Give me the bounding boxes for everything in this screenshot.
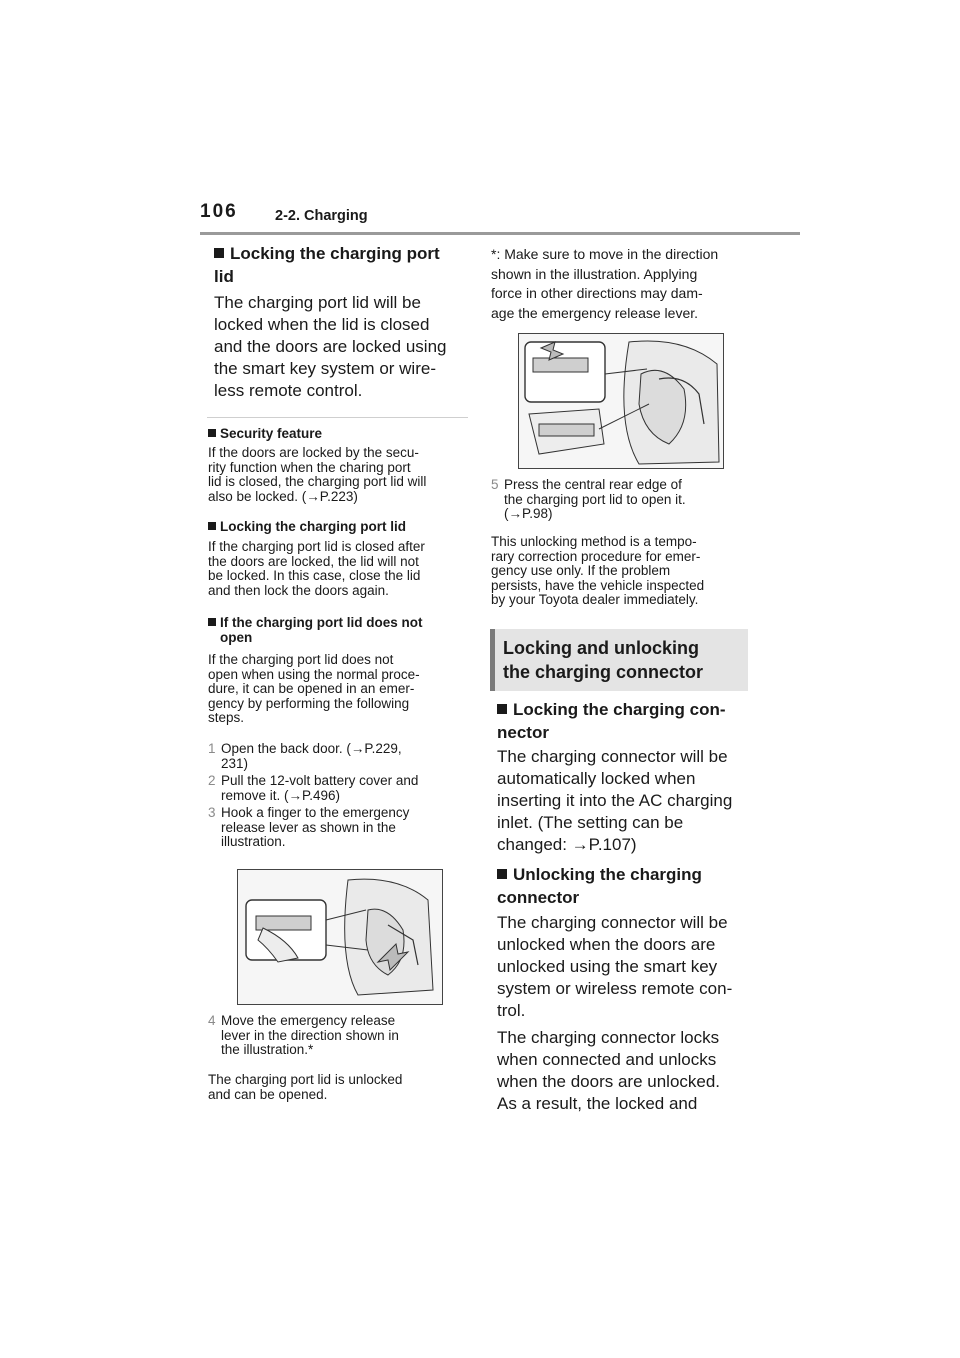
intro-paragraph: The charging port lid will be locked when the lid is closed and the doors are locked using the smart key system or wire- less remote control. xyxy=(214,293,447,400)
footnote: *: Make sure to move in the direction shown in the illustration. Applying force in other directions may dam- age the emergency release lever. xyxy=(491,246,719,321)
illustration-emergency-lever-2 xyxy=(518,333,724,469)
step-item: 3 Hook a finger to the emergency release lever as shown in the illustration. xyxy=(208,805,410,849)
square-bullet-icon xyxy=(208,522,216,530)
heading-locking-connector: Locking the charging con- nector xyxy=(497,700,726,742)
section-divider xyxy=(207,417,468,418)
square-bullet-icon xyxy=(208,618,216,626)
release-lever-illustration xyxy=(238,870,442,1004)
heading-locking-port-lid: Locking the charging port lid xyxy=(214,244,440,286)
notopen-title: If the charging port lid does not open xyxy=(208,615,423,645)
square-bullet-icon xyxy=(214,248,224,258)
header-divider xyxy=(200,232,800,235)
locking-lid-body: If the charging port lid is closed after the doors are locked, the lid will not be locked. In this case, close the lid and then lock the doors again. xyxy=(208,539,425,598)
notopen-body: If the charging port lid does not open when using the normal proce- dure, it can be opened in an emer- gency by performing the following steps. xyxy=(208,652,420,725)
step-item: 4 Move the emergency release lever in the direction shown in the illustration.* xyxy=(208,1013,399,1057)
square-bullet-icon xyxy=(497,869,507,879)
banner-accent-bar xyxy=(490,629,495,691)
locking-connector-body: The charging connector will be automatically locked when inserting it into the AC charging inlet. (The setting can be changed: →P.107) xyxy=(497,747,733,854)
unlocked-note: The charging port lid is unlocked and can be opened. xyxy=(208,1072,403,1102)
heading-unlocking-connector: Unlocking the charging connector xyxy=(497,865,702,907)
security-feature-body: If the doors are locked by the secu- rity function when the charing port lid is closed, the charging port lid will also be locked. (→P.223) xyxy=(208,445,427,504)
square-bullet-icon xyxy=(497,704,507,714)
page-number: 106 xyxy=(200,201,238,222)
step-item: 5 Press the central rear edge of the charging port lid to open it. (→P.98) xyxy=(491,477,686,521)
connector-behavior-body: The charging connector locks when connected and unlocks when the doors are unlocked. As a result, the locked and xyxy=(497,1028,721,1113)
step-item: 2 Pull the 12-volt battery cover and remove it. (→P.496) xyxy=(208,773,419,803)
illustration-emergency-lever-1 xyxy=(237,869,443,1005)
subsection-banner-title: Locking and unlocking the charging connector xyxy=(503,638,704,682)
security-feature-title: Security feature xyxy=(208,426,322,441)
step-item: 1 Open the back door. (→P.229, 231) xyxy=(208,741,402,771)
locking-lid-title: Locking the charging port lid xyxy=(208,519,406,534)
release-lever-illustration xyxy=(519,334,723,468)
temporary-note: This unlocking method is a tempo- rary correction procedure for emer- gency use only. If the problem persists, have the vehicle inspected by your Toyota dealer immediately. xyxy=(491,534,705,607)
section-title: 2-2. Charging xyxy=(275,208,368,224)
square-bullet-icon xyxy=(208,429,216,437)
step-list xyxy=(208,742,468,850)
unlocking-connector-body: The charging connector will be unlocked when the doors are unlocked using the smart key system or wireless remote con- trol. xyxy=(497,913,733,1020)
